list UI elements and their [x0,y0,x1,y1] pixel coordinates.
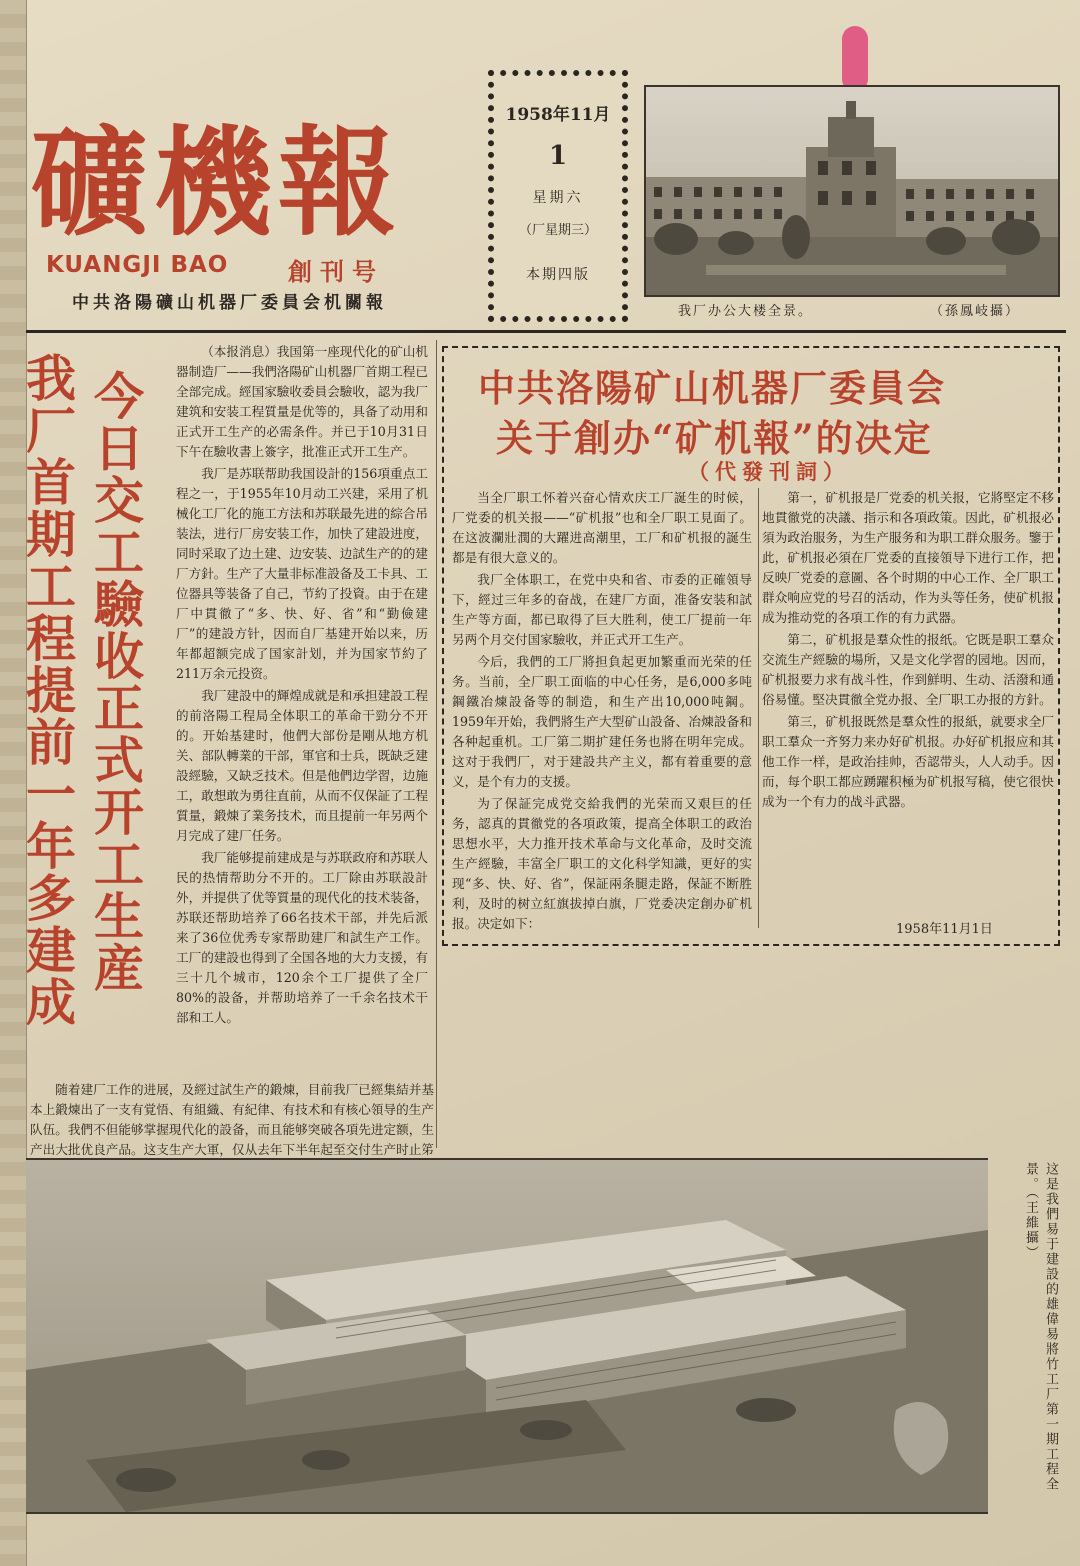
office-building-photo [644,85,1060,297]
lead-paragraph: 我厂建設中的輝煌成就是和承担建設工程的前洛陽工程局全体职工的革命干勁分不开的。开始基建时，他們大部份是剛从地方机关、部队轉業的干部，軍官和士兵，既缺乏建設經驗，又缺乏技术。但是他們边学習，边施工，敢想敢为勇往直前，从而不仅保証了工程質量，鍛煉了業务技术，而且提前一年另两个月完成了建厂任务。 [176,688,428,843]
decision-subtitle: （代發刊詞） [688,459,850,484]
decision-paragraph: 当全厂职工怀着兴奋心情欢庆工厂誕生的时候，厂党委的机关报——“矿机报”也和全厂职工見面了。在这波瀾壯潤的大躍进高潮里，工厂和矿机报的誕生都是有很大意义的。 [452,490,752,565]
masthead-title: 礦機報 [30,113,403,252]
factory-complex-photo [26,1158,988,1514]
lead-headline-1: 我厂首期工程提前一年多建成 [18,352,77,1028]
factory-weekday: （厂星期三） [518,223,597,238]
masthead-rule [26,330,1066,333]
top-photo-caption: 我厂办公大楼全景。 [678,304,814,319]
top-photo-credit: （孫鳳岐攝） [930,304,1021,319]
lead-paragraph: 我厂是苏联帮助我国设計的156項重点工程之一，于1955年10月动工兴建，采用了机械化工厂化的施工方法和苏联最先进的綜合吊装法，进行厂房安装工作，加快了建設进度，同时采取了边土建、边安装、边試生产的的建厂方針。生产了大量非标准設备及工卡具、工位器具等装备了自己，节約了投資。由于在建厂中貫徹了“多、快、好、省”和“勤儉建厂”的建設方针，因而自厂基建开始以来，历年都超额完成了国家計划，并为国家节約了211万余元投资。 [176,466,428,681]
decision-paragraph: 为了保証完成党交給我們的光荣而又艰巨的任务，認真的貫徹党的各項政策，提高全体职工的政治思想水平，大力推开技术革命与文化革命，及时交流生产經驗，丰富全厂职工的文化科学知識，更好的实现“多、快、好、省”，保証兩条腿走路，保証不断胜利，及时的树立紅旗拔掉白旗，厂党委决定創办矿机报。决定如下： [452,796,752,931]
decision-column-left [452,488,752,940]
lead-paragraph: 我厂能够提前建成是与苏联政府和苏联人民的热情帮助分不开的。工厂除由苏联設計外，并提供了优等質量的现代化的技术装备，苏联还帮助培养了66名技术干部，并先后派来了36位优秀专家帮助建厂和試生产工作。工厂的建設也得到了全国各地的大力支援，有三十几个城市，120余个工厂提供了全厂80%的設备，并帮助培养了一千余名技术干部和工人。 [176,850,428,1025]
decision-paragraph: 第二，矿机报是羣众性的报纸。它既是职工羣众交流生产經驗的場所，又是文化学習的园地。因而，矿机报要力求有战斗性，作到鮮明、生动、活潑和通俗易懂。堅决貫徹全党办报、全厂职工办报的方針。 [762,632,1054,707]
column-divider [758,488,759,928]
masthead-org: 中共洛陽礦山机器厂委員会机關報 [72,293,387,313]
date-box [488,70,628,322]
decision-paragraph: 我厂全体职工，在党中央和省、市委的正確領导下，經过三年多的奋战，在建厂方面，准备安装和試生产等方面，都已取得了巨大胜利，使工厂提前一年另两个月交付国家驗收，并正式开工生产。 [452,572,752,647]
bottom-photo-caption: 这是我們易于建設的雄偉易將竹工厂第一期工程全景。（王維攝） [1023,1162,1058,1492]
masthead-edition: 創刊号 [288,257,384,286]
lead-paragraph: 随着建厂工作的进展，及經过試生产的鍛煉，目前我厂已經集結并基本上鍛煉出了一支有覚悟、有組織、有紀律、有技术和有核心領导的生产队伍。我們不但能够掌握現代化的設备，而且能够突破各項先进定额，生产出大批优良产品。这支生产大軍，仅从去年下半年起至交付生产时止笫 [30,1082,434,1157]
lead-story-column [176,342,428,1098]
decision-paragraph: 今后，我們的工厂將担負起更加繁重而光荣的任务。当前，全厂职工面临的中心任务，是6,000多吨鋼鐵冶煉設备等的制造，和生产出10,000吨鋼。1959年开始，我們將生产大型矿山設备、冶煉設备和各种起重机。工厂第二期扩建任务也將在明年完成。这对于我們厂，对于建設共产主义，都有着重要的意义，是个有力的支援。 [452,654,752,789]
decision-paragraph: 第一，矿机报是厂党委的机关报，它將堅定不移地貫徹党的决議、指示和各項政策。因此，矿机报必須为政治服务，为生产服务和为职工群众服务。鑒于此，矿机报必須在厂党委的直接領导下进行工作，把反映厂党委的意圖、各个时期的中心工作、全厂职工群众响应党的号召的活动，作为头等任务，使矿机报成为推动党的各項工作的有力武器。 [762,490,1054,625]
pink-stamp-mark [842,26,868,92]
decision-column-right [762,488,1054,916]
lead-headline-2: 今日交工驗收正式开工生産 [86,370,145,994]
masthead-latin: KUANGJI BAO [46,252,229,278]
decision-paragraph: 第三，矿机报既然是羣众性的报紙，就要求全厂职工羣众一齐努力来办好矿机报。办好矿机报应和其他工作一样，是政治挂帅，否認带头，人人动手。因而，每个职工都应踴躍积極为矿机报写稿，使它很快成为一个有力的战斗武器。 [762,714,1054,809]
lead-story-continuation-wide [30,1080,434,1157]
decision-title-line1: 中共洛陽矿山机器厂委員会 [478,366,946,410]
issue-date: 1958年11月 [505,105,611,125]
column-divider [436,340,437,1148]
decision-title-line2: 关于創办“矿机報”的决定 [496,416,933,460]
weekday: 星期六 [532,190,584,206]
page-count: 本期四版 [526,267,590,283]
lead-paragraph: （本报消息）我国第一座现代化的矿山机器制造厂——我們洛陽矿山机器厂首期工程已全部完成。經国家驗收委員会驗收，認为我厂建筑和安装工程質量是优等的，具备了动用和正式开工生产的必需条件。并已于10月31日下午在驗收書上簽字，批准正式开工生产。 [176,344,428,459]
decision-date: 1958年11月1日 [896,922,993,937]
issue-number: 1 [548,141,568,171]
